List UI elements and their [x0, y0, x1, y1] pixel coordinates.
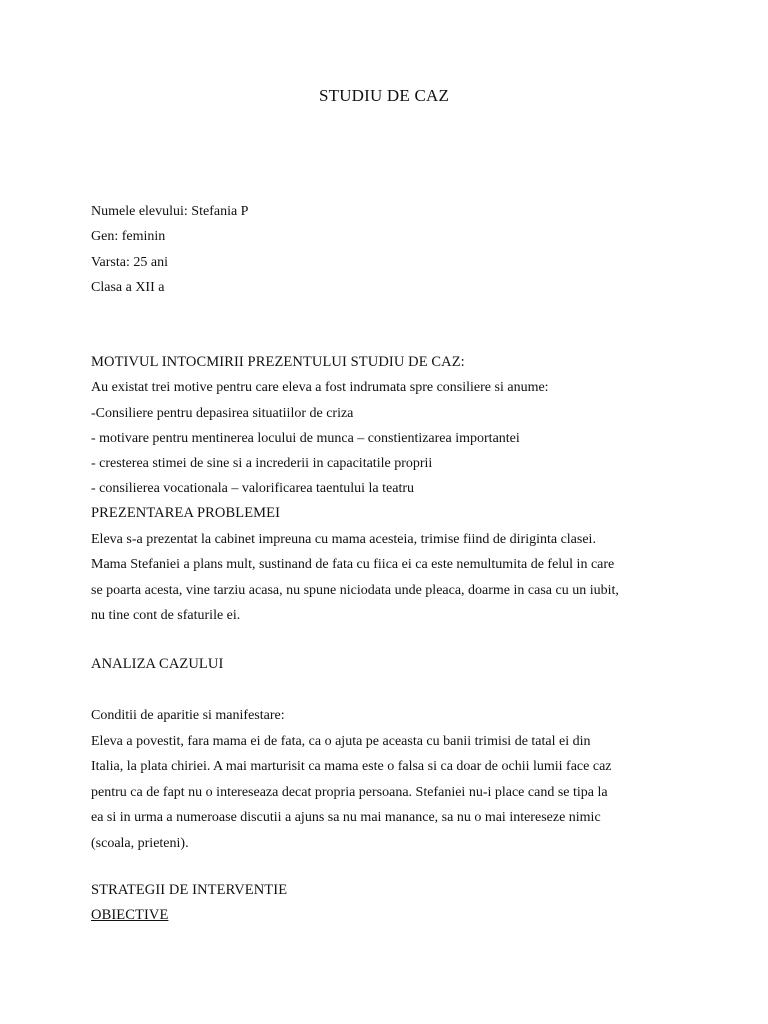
student-gender: Gen: feminin	[91, 229, 166, 245]
analysis-line: Eleva a povestit, fara mama ei de fata, ca o ajuta pe aceasta cu banii trimisi de tatal ei din	[91, 733, 591, 749]
problem-line: nu tine cont de sfaturile ei.	[91, 608, 241, 624]
motive-line: - motivare pentru mentinerea locului de munca – constientizarea importantei	[91, 430, 520, 446]
strategies-heading: STRATEGII DE INTERVENTIE	[91, 882, 288, 898]
analysis-line: pentru ca de fapt nu o intereseaza decat propria persoana. Stefaniei nu-i place cand se tipa la	[91, 784, 608, 800]
student-name: Numele elevului: Stefania P	[91, 204, 249, 219]
problem-heading: PREZENTAREA PROBLEMEI	[91, 505, 281, 521]
problem-line: se poarta acesta, vine tarziu acasa, nu spune niciodata unde pleaca, doarme in casa cu un iubit,	[91, 582, 619, 598]
student-info	[91, 199, 681, 300]
problem-line: Eleva s-a prezentat la cabinet impreuna cu mama acesteia, trimise fiind de diriginta clasei.	[91, 531, 596, 547]
strategies-section	[91, 878, 681, 929]
analysis-heading: ANALIZA CAZULUI	[91, 656, 224, 672]
analysis-section	[91, 652, 681, 677]
problem-section	[91, 501, 681, 629]
conditions-heading: Conditii de aparitie si manifestare:	[91, 708, 285, 723]
analysis-body	[91, 703, 681, 857]
analysis-line: ea si in urma a numeroase discutii a ajuns sa nu mai manance, sa nu o mai intereseze nimic	[91, 810, 601, 826]
motive-line: - cresterea stimei de sine si a increderii in capacitatile proprii	[91, 456, 433, 472]
analysis-line: (scoala, prieteni).	[91, 835, 189, 851]
motive-line: - consilierea vocationala – valorificarea taentului la teatru	[91, 481, 415, 497]
motive-line: -Consiliere pentru depasirea situatiilor de criza	[91, 405, 354, 421]
motive-section	[91, 350, 681, 502]
objectives-heading: OBIECTIVE	[91, 907, 169, 924]
page-title: STUDIU DE CAZ	[318, 86, 450, 105]
objectives-row	[91, 903, 681, 928]
student-age: Varsta: 25 ani	[91, 254, 168, 270]
analysis-line: Italia, la plata chiriei. A mai marturisit ca mama este o falsa si ca doar de ochii lumii face caz	[91, 759, 612, 775]
student-class: Clasa a XII a	[91, 279, 165, 295]
problem-line: Mama Stefaniei a plans mult, sustinand de fata cu fiica ei ca este nemultumita de felul in care	[91, 557, 615, 573]
motive-line: Au existat trei motive pentru care eleva a fost indrumata spre consiliere si anume:	[91, 380, 549, 396]
motive-heading: MOTIVUL INTOCMIRII PREZENTULUI STUDIU DE CAZ:	[91, 354, 465, 370]
